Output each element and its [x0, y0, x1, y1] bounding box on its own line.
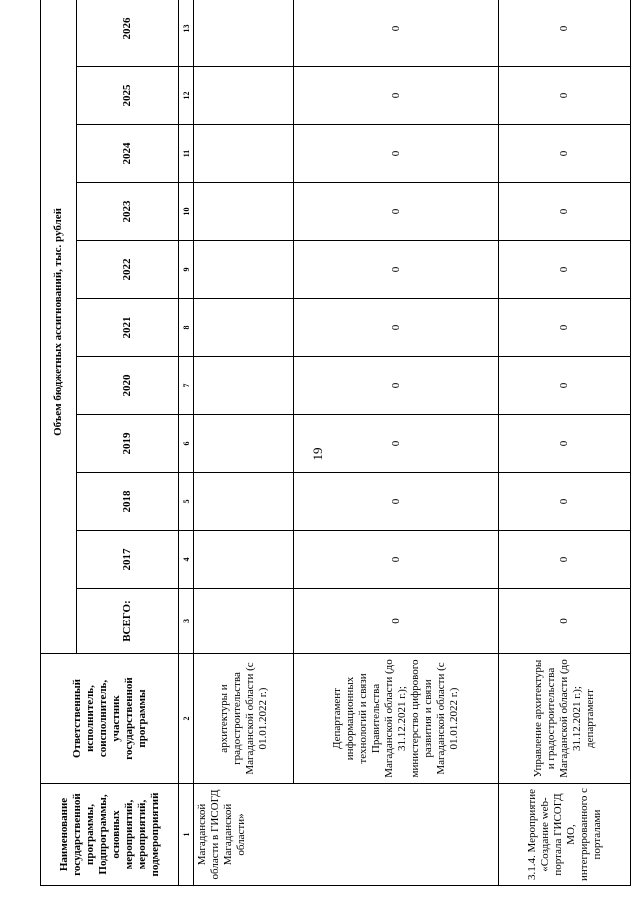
row-value-cell: 0	[294, 125, 499, 183]
row-value-cell	[194, 299, 294, 357]
row-value-cell	[194, 473, 294, 531]
header-year: 2021	[77, 299, 179, 357]
table-body	[194, 0, 631, 886]
row-value-cell: 0	[294, 415, 499, 473]
header-budget-group: Объем бюджетных ассигнований, тыс. рублей	[41, 0, 77, 654]
row-value-cell: 0	[499, 67, 631, 125]
column-number: 2	[179, 654, 194, 784]
header-year: 2019	[77, 415, 179, 473]
row-value-cell: 0	[294, 357, 499, 415]
column-number: 12	[179, 67, 194, 125]
row-executor-cell: архитектуры и градостроительства Магаданской области (с 01.01.2022 г.)	[194, 654, 294, 784]
row-name-cell: 3.1.4. Мероприятие «Создание web-портала ГИСОГД МО, интегрированного с порталами	[499, 784, 631, 886]
table-row	[294, 0, 499, 886]
header-year: 2017	[77, 531, 179, 589]
row-value-cell	[194, 415, 294, 473]
header-year: 2026	[77, 0, 179, 67]
column-number: 10	[179, 183, 194, 241]
column-number: 9	[179, 241, 194, 299]
row-value-cell: 0	[499, 183, 631, 241]
column-number: 1	[179, 784, 194, 886]
row-value-cell: 0	[294, 473, 499, 531]
row-value-cell	[194, 0, 294, 67]
table-row	[194, 0, 294, 886]
row-value-cell: 0	[294, 299, 499, 357]
row-value-cell	[194, 241, 294, 299]
header-name-column: Наименование государственной программы, Подпрограммы, основных мероприятий, мероприятий, подмероприятий	[41, 784, 179, 886]
row-value-cell	[194, 67, 294, 125]
row-name-cell: Магаданской области в ГИСОГД Магаданской области»	[194, 784, 499, 886]
header-year: 2025	[77, 67, 179, 125]
row-value-cell: 0	[499, 415, 631, 473]
row-value-cell	[194, 357, 294, 415]
row-value-cell: 0	[294, 67, 499, 125]
column-number: 11	[179, 125, 194, 183]
row-value-cell	[194, 125, 294, 183]
column-number: 3	[179, 589, 194, 654]
row-value-cell: 0	[499, 357, 631, 415]
row-value-cell: 0	[499, 473, 631, 531]
header-year: 2018	[77, 473, 179, 531]
row-value-cell	[194, 183, 294, 241]
column-number: 5	[179, 473, 194, 531]
row-value-cell: 0	[294, 589, 499, 654]
row-value-cell: 0	[294, 531, 499, 589]
column-number: 8	[179, 299, 194, 357]
column-number: 6	[179, 415, 194, 473]
column-number: 7	[179, 357, 194, 415]
row-value-cell: 0	[499, 241, 631, 299]
row-value-cell	[194, 531, 294, 589]
row-value-cell: 0	[499, 299, 631, 357]
header-total: ВСЕГО:	[77, 589, 179, 654]
header-year: 2020	[77, 357, 179, 415]
column-number: 4	[179, 531, 194, 589]
column-number: 13	[179, 0, 194, 67]
header-year: 2022	[77, 241, 179, 299]
row-executor-cell: Департамент информационных технологий и связи Правительства Магаданской области (до 31.12.2021 г.); министерство цифрового развития и связи Магаданской области (с 01.01.2022 г.)	[294, 654, 499, 784]
row-value-cell: 0	[294, 0, 499, 67]
budget-table-sheet	[40, 0, 640, 886]
row-value-cell: 0	[294, 241, 499, 299]
table-row	[499, 0, 631, 886]
header-year: 2024	[77, 125, 179, 183]
row-value-cell: 0	[499, 589, 631, 654]
header-executor-column: Ответственный исполнитель, соисполнитель, участник государственной программы	[41, 654, 179, 784]
budget-table	[40, 0, 631, 886]
row-value-cell: 0	[499, 0, 631, 67]
row-executor-cell: Управление архитектуры и градостроительства Магаданской области (до 31.12.2021 г.); департамент	[499, 654, 631, 784]
row-value-cell: 0	[499, 125, 631, 183]
row-value-cell: 0	[499, 531, 631, 589]
header-year: 2023	[77, 183, 179, 241]
row-value-cell: 0	[294, 183, 499, 241]
row-value-cell	[194, 589, 294, 654]
page-number: 19	[310, 447, 325, 461]
